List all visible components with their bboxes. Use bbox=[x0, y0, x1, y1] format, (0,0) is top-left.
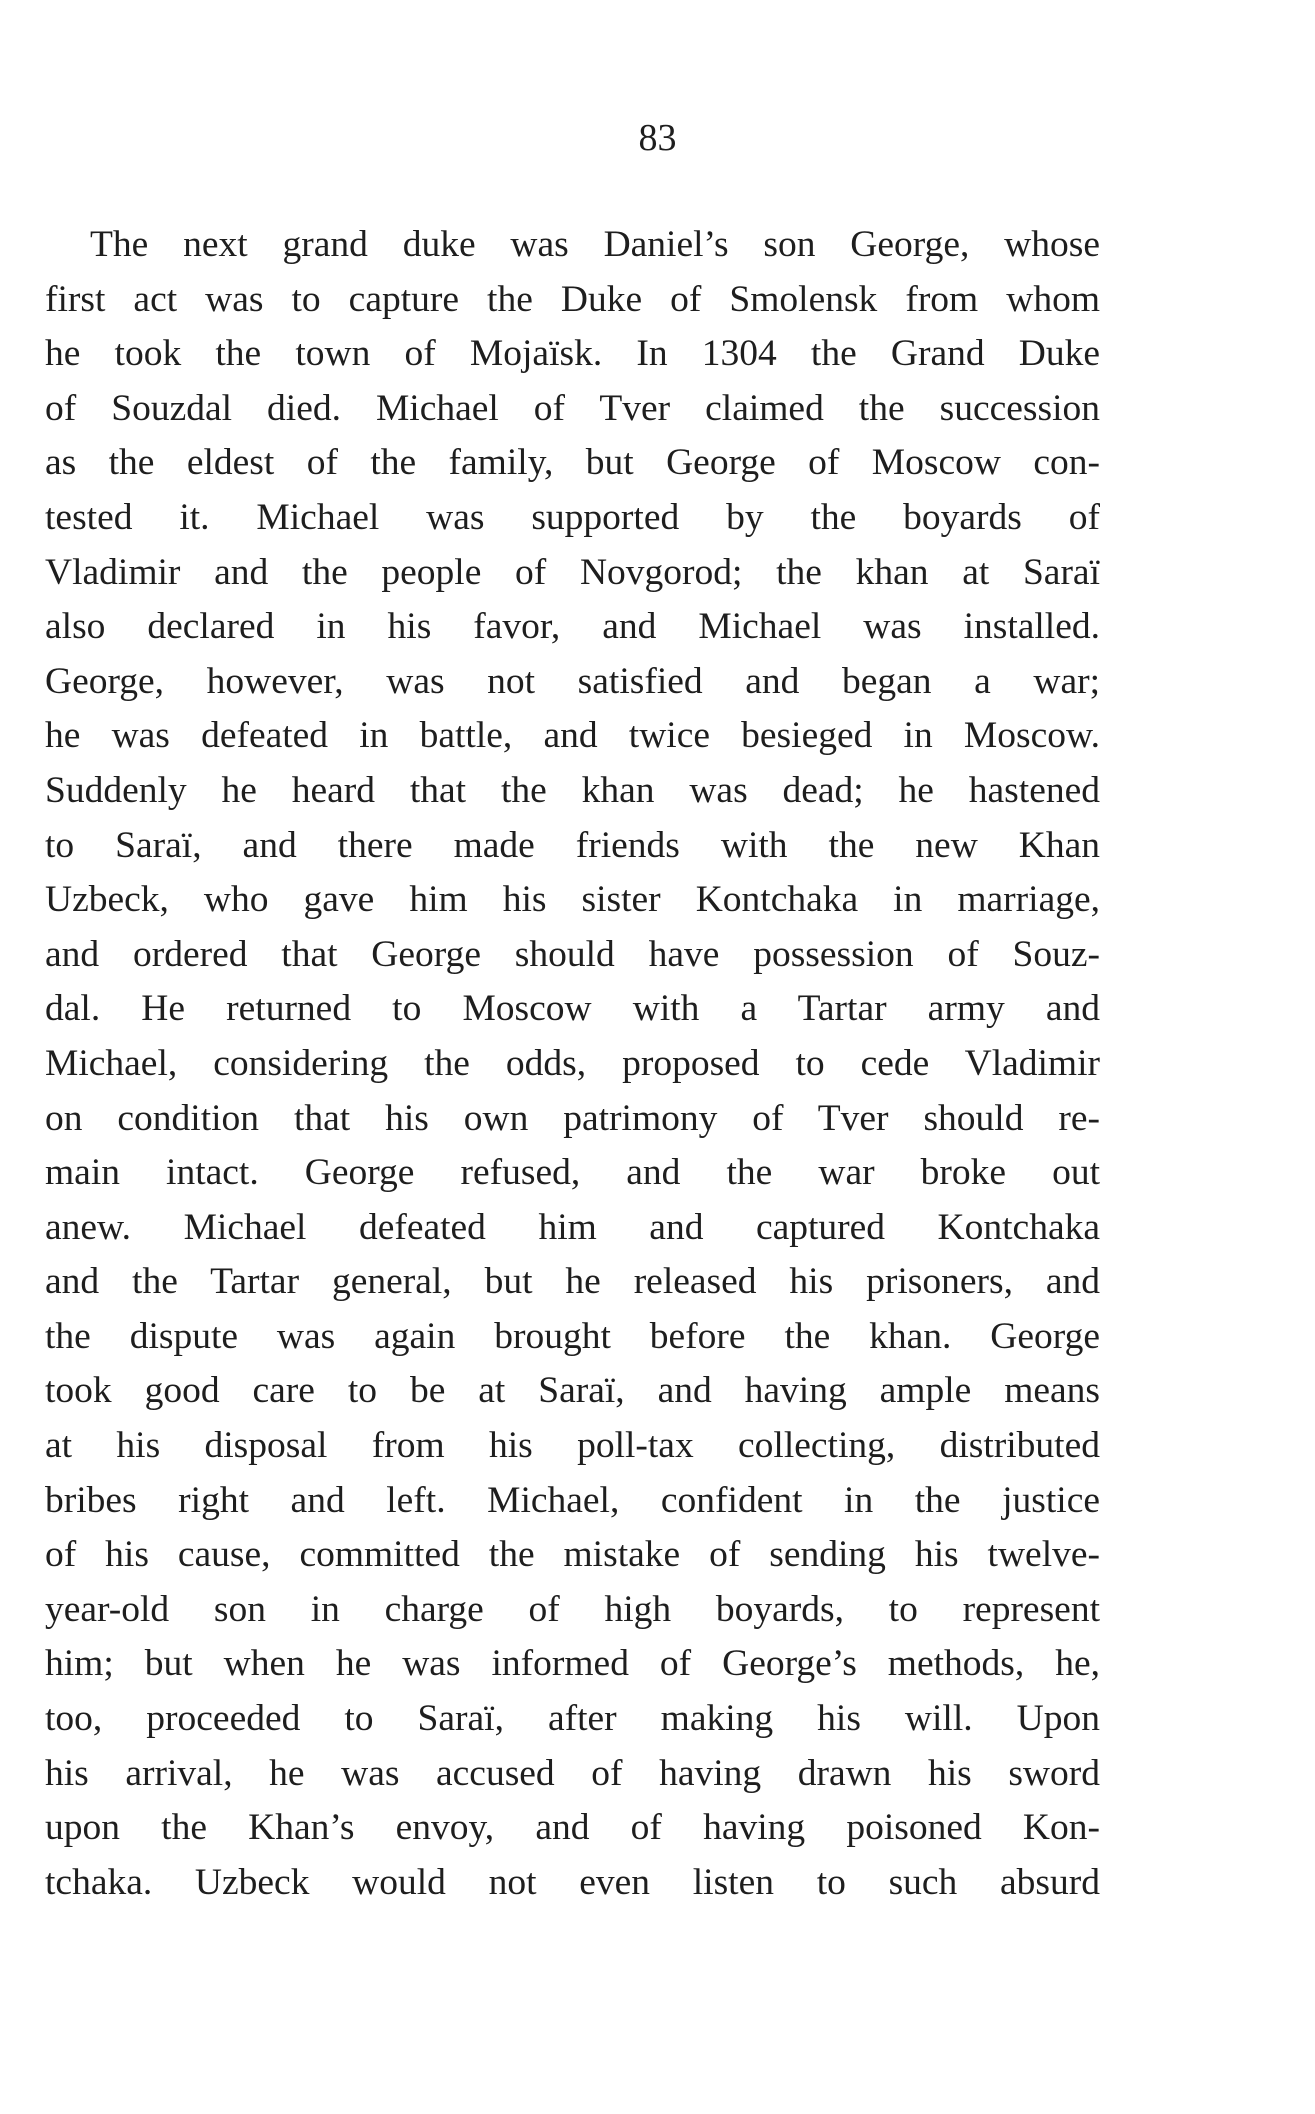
text-line: George, however, was not satisfied and began a war; bbox=[45, 660, 1100, 702]
text-line: year-old son in charge of high boyards, to represent bbox=[45, 1588, 1100, 1630]
text-line: of Souzdal died. Michael of Tver claimed the succession bbox=[45, 387, 1100, 429]
text-line: to Saraï, and there made friends with the new Khan bbox=[45, 824, 1100, 866]
text-line: bribes right and left. Michael, confident in the justice bbox=[45, 1479, 1100, 1521]
text-line: first act was to capture the Duke of Smolensk from whom bbox=[45, 278, 1100, 320]
body-text bbox=[45, 218, 1100, 1910]
text-line: tested it. Michael was supported by the boyards of bbox=[45, 496, 1100, 538]
page-number: 83 bbox=[638, 117, 677, 159]
text-line: upon the Khan’s envoy, and of having poisoned Kon- bbox=[45, 1807, 1100, 1849]
text-line: and the Tartar general, but he released his prisoners, and bbox=[45, 1261, 1100, 1303]
text-line: also declared in his favor, and Michael was installed. bbox=[45, 606, 1100, 648]
text-line: Uzbeck, who gave him his sister Kontchaka in marriage, bbox=[45, 879, 1100, 921]
text-line: his arrival, he was accused of having drawn his sword bbox=[45, 1752, 1100, 1794]
text-line: too, proceeded to Saraï, after making his will. Upon bbox=[45, 1698, 1100, 1740]
text-line: at his disposal from his poll-tax collecting, distributed bbox=[45, 1425, 1100, 1467]
text-line: tchaka. Uzbeck would not even listen to such absurd bbox=[45, 1861, 1100, 1903]
text-line: as the eldest of the family, but George of Moscow con- bbox=[45, 442, 1100, 484]
text-line: him; but when he was informed of George’s methods, he, bbox=[45, 1643, 1100, 1685]
text-line: The next grand duke was Daniel’s son George, whose bbox=[90, 224, 1100, 265]
text-line: Suddenly he heard that the khan was dead; he hastened bbox=[45, 769, 1100, 811]
text-line: he took the town of Mojaïsk. In 1304 the Grand Duke bbox=[45, 333, 1100, 375]
text-line: anew. Michael defeated him and captured Kontchaka bbox=[45, 1206, 1100, 1248]
text-line: on condition that his own patrimony of Tver should re- bbox=[45, 1097, 1100, 1139]
text-line: Vladimir and the people of Novgorod; the khan at Saraï bbox=[45, 551, 1100, 593]
text-line: Michael, considering the odds, proposed to cede Vladimir bbox=[45, 1042, 1100, 1084]
text-line: main intact. George refused, and the war broke out bbox=[45, 1152, 1100, 1194]
text-line: of his cause, committed the mistake of sending his twelve- bbox=[45, 1534, 1100, 1576]
text-line: dal. He returned to Moscow with a Tartar army and bbox=[45, 988, 1100, 1030]
text-line: took good care to be at Saraï, and having ample means bbox=[45, 1370, 1100, 1412]
text-line: and ordered that George should have possession of Souz- bbox=[45, 933, 1100, 975]
text-line: the dispute was again brought before the khan. George bbox=[45, 1315, 1100, 1357]
text-line: he was defeated in battle, and twice besieged in Moscow. bbox=[45, 715, 1100, 757]
